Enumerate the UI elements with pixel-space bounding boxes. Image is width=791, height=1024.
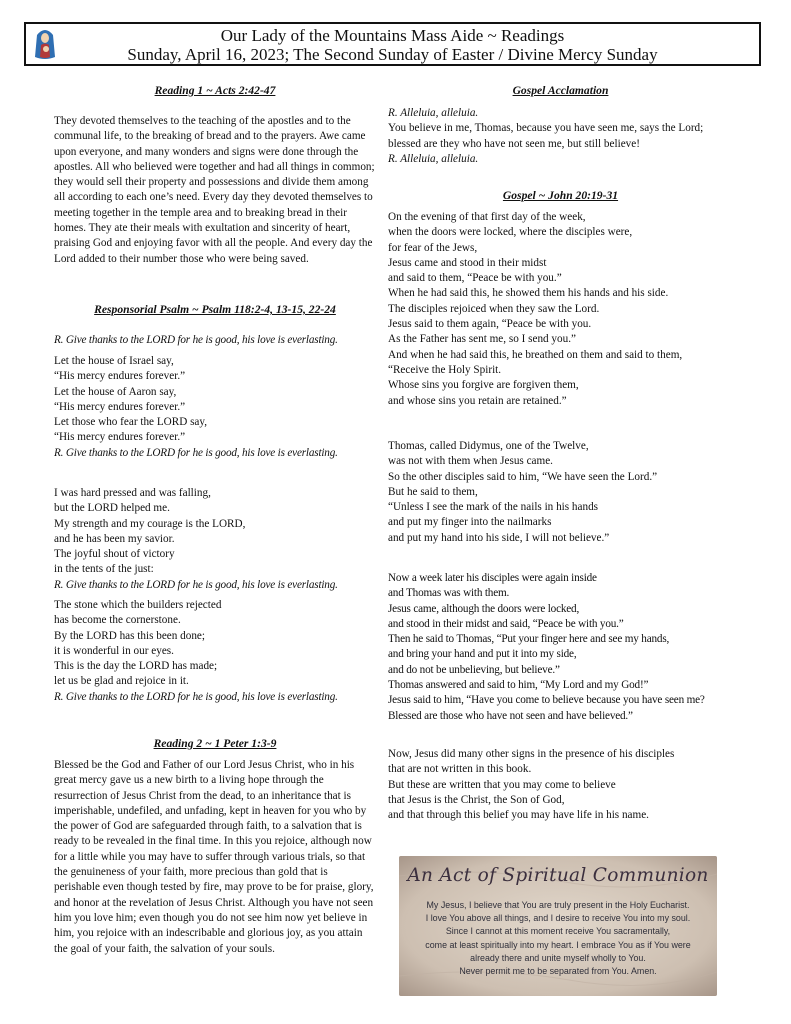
header-title: Our Lady of the Mountains Mass Aide ~ Readings — [220, 26, 565, 45]
gospel-section — [388, 189, 733, 203]
psalm-response: R. Give thanks to the LORD for he is good, his love is everlasting. — [54, 690, 338, 703]
psalm-response: R. Give thanks to the LORD for he is good, his love is everlasting. — [54, 334, 338, 346]
gospel-paragraph-4: Now, Jesus did many other signs in the presence of his disciples that are not written in this book. But these are written that you may come to believe that Jesus is the Christ, the Son of God, and that through this belief you may have life in his name. — [388, 748, 675, 822]
psalm-heading: Responsorial Psalm ~ Psalm 118:2-4, 13-15, 22-24 — [94, 303, 336, 316]
gospel-heading: Gospel ~ John 20:19-31 — [502, 189, 619, 202]
reading-1-section — [54, 84, 376, 98]
reading-2-text: Blessed be the God and Father of our Lord Jesus Christ, who in his great mercy gave us a new birth to a living hope through the resurrection of Jesus Christ from the dead, to an inheritance that is imperishable, undefiled, and unfading, kept in heaven for you who by the power of God are safeguarded through faith, to a salvation that is ready to be revealed in the final time. In this you rejoice, although now for a little while you may have to suffer through various trials, so that the genuineness of your faith, more precious than gold that is perishable even though tested by fire, may prove to be for praise, glory, and honor at the revelation of Jesus Christ. Although you have not seen him you love him; even though you do not see him now yet believe in him, you rejoice with an indescribable and glorious joy, as you attain the goal of your faith, the salvation of your souls. — [54, 759, 374, 955]
reading-1-text: They devoted themselves to the teaching of the apostles and to the communal life, to the breaking of bread and to the prayers. Awe came upon everyone, and many wonders and signs were done through the apostles. All who believed were together and had all things in common; they would sell their property and possessions and divide them among all according to each one’s need. Every day they devoted themselves to meeting together in the temple area and to breaking bread in their homes. They ate their meals with exultation and sincerity of heart, praising God and enjoying favor with all the people. And every day the Lord added to their number those who were being saved. — [54, 115, 375, 265]
acclamation-body — [388, 106, 733, 167]
psalm-response-1-wrap — [54, 333, 376, 348]
spiritual-communion-prayer: My Jesus, I believe that You are truly present in the Holy Eucharist. I love You above all things, and I desire to receive You into my soul. Since I cannot at this moment receive You sacramentally, come at least spiritually into my heart. I embrace You as if You were already there and unite myself wholly to You. Never permit me to be separated from You. Amen. — [425, 900, 691, 977]
gospel-paragraph-2: Thomas, called Didymus, one of the Twelve, was not with them when Jesus came. So the other disciples said to him, “We have seen the Lord.” But he said to them, “Unless I see the mark of the nails in his hands and put my finger into the nailmarks and put my hand into his side, I will not believe.” — [388, 440, 658, 544]
psalm-response: R. Give thanks to the LORD for he is good, his love is everlasting. — [54, 446, 338, 459]
acclamation-section — [388, 84, 733, 98]
reading-2-heading: Reading 2 ~ 1 Peter 1:3-9 — [153, 737, 277, 750]
psalm-stanza-2: I was hard pressed and was falling, but the LORD helped me. My strength and my courage is the LORD, and he has been my savior. The joyful shout of victory in the tents of the just: — [54, 487, 246, 576]
acclamation-alleluia: R. Alleluia, alleluia. — [388, 152, 479, 165]
spiritual-communion-card — [399, 856, 717, 996]
gospel-body-1 — [388, 210, 733, 409]
acclamation-alleluia: R. Alleluia, alleluia. — [388, 107, 479, 119]
psalm-section — [54, 303, 376, 317]
psalm-stanza-1: Let the house of Israel say, “His mercy endures forever.” Let the house of Aaron say, “His mercy endures forever.” Let those who fear the LORD say, “His mercy endures forever.” — [54, 355, 208, 444]
gospel-body-4 — [388, 747, 733, 823]
header-date: Sunday, April 16, 2023; The Second Sunday of Easter / Divine Mercy Sunday — [127, 45, 658, 64]
reading-2-body — [54, 758, 376, 957]
spiritual-communion-title: An Act of Spiritual Communion — [407, 865, 709, 886]
acclamation-heading: Gospel Acclamation — [512, 84, 609, 97]
psalm-stanza-3-wrap — [54, 598, 376, 705]
psalm-response: R. Give thanks to the LORD for he is good, his love is everlasting. — [54, 578, 338, 591]
gospel-paragraph-1: On the evening of that first day of the week, when the doors were locked, where the disciples were, for fear of the Jews, Jesus came and stood in their midst and said to them, “Peace be with you.” When he had said this, he showed them his hands and his side. The disciples rejoiced when they saw the Lord. Jesus said to them again, “Peace be with you. As the Father has sent me, so I send you.” And when he had said this, he breathed on them and said to them, “Receive the Holy Spirit. Whose sins you forgive are forgiven them, and whose sins you retain are retained.” — [388, 211, 683, 407]
reading-2-section — [54, 737, 376, 751]
psalm-stanza-3: The stone which the builders rejected has become the cornerstone. By the LORD has this been done; it is wonderful in our eyes. This is the day the LORD has made; let us be glad and rejoice in it. — [54, 599, 222, 688]
gospel-body-3 — [388, 571, 733, 724]
reading-1-heading: Reading 1 ~ Acts 2:42-47 — [154, 84, 276, 97]
gospel-body-2 — [388, 439, 733, 546]
reading-1-body — [54, 114, 376, 267]
acclamation-text: You believe in me, Thomas, because you have seen me, says the Lord; blessed are they who have not seen me, but still believe! — [388, 122, 704, 150]
psalm-stanza-2-wrap — [54, 486, 376, 593]
gospel-paragraph-3: Now a week later his disciples were again inside and Thomas was with them. Jesus came, although the doors were locked, and stood in their midst and said, “Peace be with you.” Then he said to Thomas, “Put your finger here and see my hands, and bring your hand and put it into my side, and do not be unbelieving, but believe.” Thomas answered and said to him, “My Lord and my God!” Jesus said to him, “Have you come to believe because you have seen me? Blessed are those who have not seen and have believed.” — [388, 572, 705, 722]
page-header — [24, 22, 761, 66]
psalm-stanza-1-wrap — [54, 354, 376, 461]
